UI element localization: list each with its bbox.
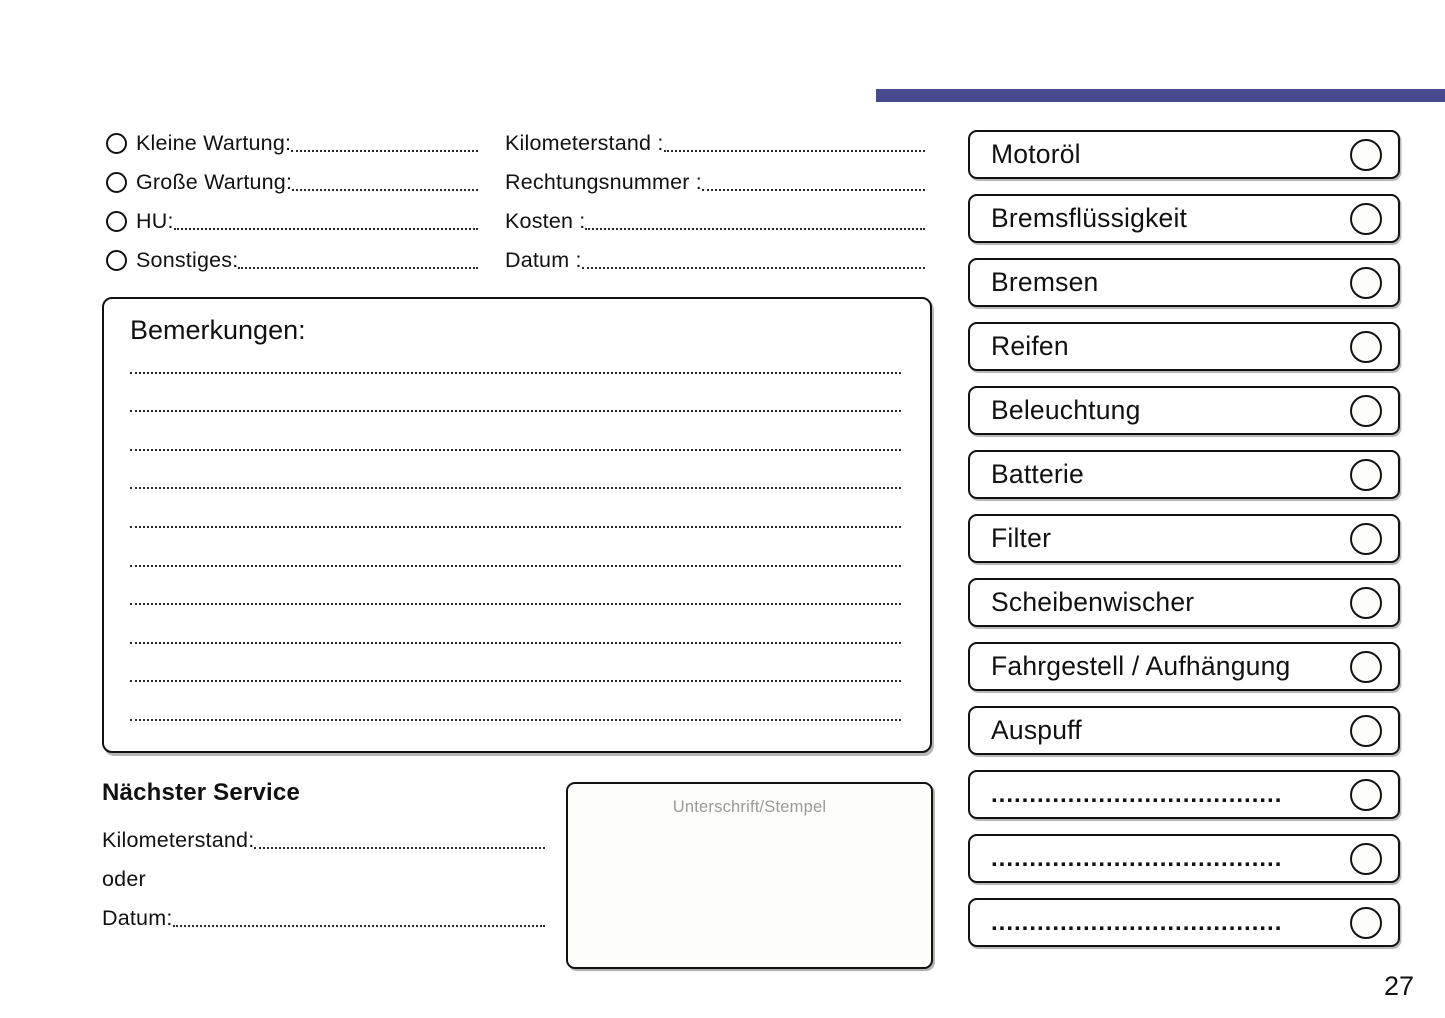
remarks-line xyxy=(130,644,901,683)
fill-in-line xyxy=(238,267,478,269)
fill-in-line xyxy=(291,150,478,152)
checklist-item-auspuff xyxy=(968,706,1400,755)
remarks-line xyxy=(130,374,901,413)
checkbox-circle-hu[interactable] xyxy=(106,211,127,232)
checkbox-circle[interactable] xyxy=(1350,203,1382,235)
checkbox-circle[interactable] xyxy=(1350,843,1382,875)
remarks-line xyxy=(130,451,901,490)
remarks-lines xyxy=(130,335,901,721)
checkbox-circle[interactable] xyxy=(1350,139,1382,171)
checkbox-circle-kleine-wartung[interactable] xyxy=(106,133,127,154)
next-service-section xyxy=(102,779,545,938)
service-type-section xyxy=(106,124,478,280)
signature-stamp-label: Unterschrift/Stempel xyxy=(672,798,827,816)
checklist-item-bremsen xyxy=(968,258,1400,307)
page-number: 27 xyxy=(1384,971,1415,1001)
checklist-section xyxy=(968,130,1400,962)
remarks-line xyxy=(130,489,901,528)
next-service-row xyxy=(102,821,545,860)
checklist-item-blank-1 xyxy=(968,770,1400,819)
checklist-item-reifen xyxy=(968,322,1400,371)
checkbox-circle[interactable] xyxy=(1350,523,1382,555)
checkbox-circle[interactable] xyxy=(1350,715,1382,747)
checklist-item-motoroel xyxy=(968,130,1400,179)
checklist-item-blank-3 xyxy=(968,898,1400,947)
service-type-row xyxy=(106,124,478,163)
service-type-row xyxy=(106,241,478,280)
next-service-row xyxy=(102,899,545,938)
fill-in-line xyxy=(582,267,925,269)
checkbox-circle[interactable] xyxy=(1350,459,1382,491)
checkbox-circle-sonstiges[interactable] xyxy=(106,250,127,271)
checklist-item-label: Reifen xyxy=(991,331,1069,361)
remarks-title: Bemerkungen: xyxy=(130,315,306,345)
checklist-item-label: ...................................... xyxy=(991,908,1283,936)
checkbox-circle[interactable] xyxy=(1350,331,1382,363)
accent-bar xyxy=(876,89,1445,102)
remarks-line xyxy=(130,567,901,606)
fill-in-line xyxy=(174,228,478,230)
checklist-item-label: Auspuff xyxy=(991,715,1082,745)
service-detail-row xyxy=(505,124,925,163)
checklist-item-label: Beleuchtung xyxy=(991,395,1141,425)
checklist-item-fahrgestell-aufhaengung xyxy=(968,642,1400,691)
checklist-item-label: Filter xyxy=(991,523,1052,553)
remarks-line xyxy=(130,412,901,451)
checklist-item-label: Batterie xyxy=(991,459,1084,489)
checklist-item-label: Bremsflüssigkeit xyxy=(991,203,1188,233)
field-label-oder: oder xyxy=(102,867,146,891)
checklist-item-label: Motoröl xyxy=(991,139,1081,169)
service-type-label: HU: xyxy=(136,209,174,233)
field-label-datum: Datum : xyxy=(505,248,582,272)
remarks-line xyxy=(130,528,901,567)
remarks-line xyxy=(130,682,901,721)
checkbox-circle[interactable] xyxy=(1350,907,1382,939)
checkbox-circle[interactable] xyxy=(1350,267,1382,299)
checklist-item-beleuchtung xyxy=(968,386,1400,435)
fill-in-line xyxy=(585,228,925,230)
checklist-item-label: ...................................... xyxy=(991,780,1283,808)
remarks-line xyxy=(130,335,901,374)
checkbox-circle-grosse-wartung[interactable] xyxy=(106,172,127,193)
field-label-next-datum: Datum: xyxy=(102,906,173,930)
field-label-rechtungsnummer: Rechtungsnummer : xyxy=(505,170,702,194)
service-type-row xyxy=(106,163,478,202)
service-type-label: Sonstiges: xyxy=(136,248,239,272)
service-detail-row xyxy=(505,163,925,202)
service-type-label: Kleine Wartung: xyxy=(136,131,292,155)
fill-in-line xyxy=(292,189,478,191)
checklist-item-batterie xyxy=(968,450,1400,499)
checkbox-circle[interactable] xyxy=(1350,395,1382,427)
field-label-kosten: Kosten : xyxy=(505,209,586,233)
checkbox-circle[interactable] xyxy=(1350,651,1382,683)
field-label-kilometerstand: Kilometerstand : xyxy=(505,131,664,155)
next-service-row xyxy=(102,860,545,899)
remarks-line xyxy=(130,605,901,644)
checklist-item-label: Scheibenwischer xyxy=(991,587,1195,617)
fill-in-line xyxy=(254,847,545,849)
fill-in-line xyxy=(702,189,925,191)
fill-in-line xyxy=(173,925,546,927)
checkbox-circle[interactable] xyxy=(1350,587,1382,619)
next-service-title: Nächster Service xyxy=(102,779,300,806)
checklist-item-blank-2 xyxy=(968,834,1400,883)
service-detail-row xyxy=(505,202,925,241)
checklist-item-label: Bremsen xyxy=(991,267,1099,297)
checklist-item-label: ...................................... xyxy=(991,844,1283,872)
remarks-box xyxy=(102,297,932,753)
service-details-section xyxy=(505,124,925,280)
fill-in-line xyxy=(664,150,925,152)
checklist-item-filter xyxy=(968,514,1400,563)
signature-stamp-box xyxy=(566,782,933,969)
service-type-row xyxy=(106,202,478,241)
field-label-next-kilometerstand: Kilometerstand: xyxy=(102,828,255,852)
checkbox-circle[interactable] xyxy=(1350,779,1382,811)
checklist-item-scheibenwischer xyxy=(968,578,1400,627)
checklist-item-label: Fahrgestell / Aufhängung xyxy=(991,651,1291,681)
checklist-item-bremsfluessigkeit xyxy=(968,194,1400,243)
service-type-label: Große Wartung: xyxy=(136,170,293,194)
service-detail-row xyxy=(505,241,925,280)
